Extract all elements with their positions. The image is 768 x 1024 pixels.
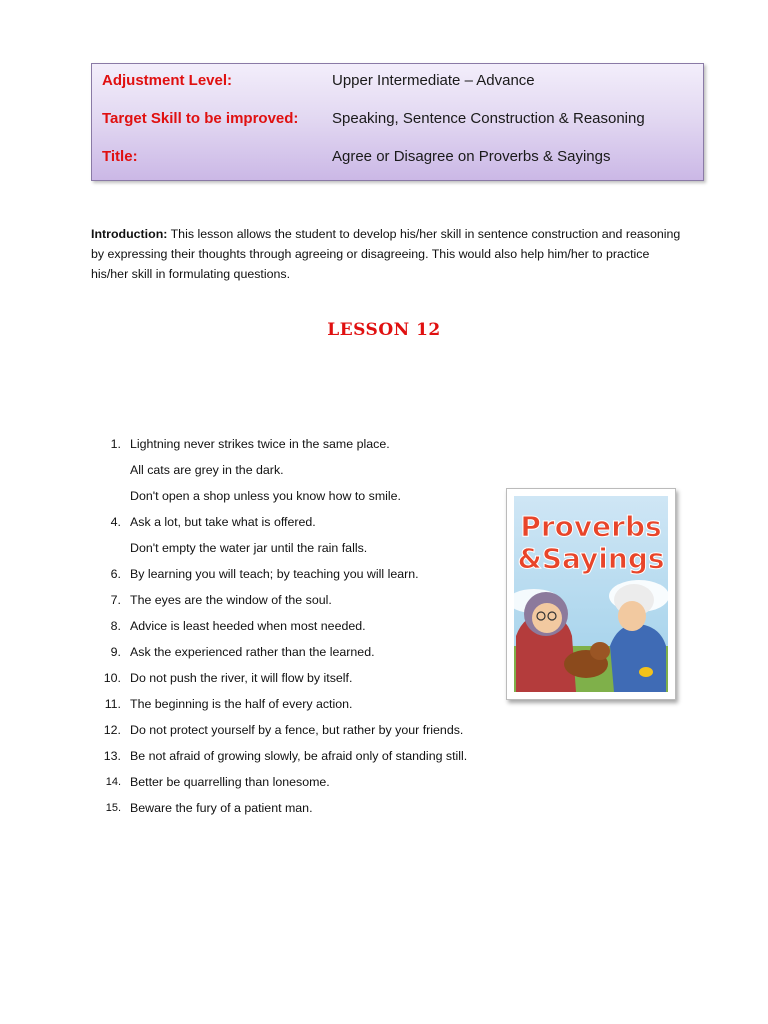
book-title-line1: Proverbs bbox=[520, 510, 662, 543]
item-text: Better be quarrelling than lonesome. bbox=[130, 775, 330, 789]
item-number: 7. bbox=[110, 593, 121, 607]
grandma-right-face bbox=[618, 601, 646, 631]
item-text: Be not afraid of growing slowly, be afraid only of standing still. bbox=[130, 749, 468, 763]
list-item bbox=[95, 668, 515, 694]
item-number: 11. bbox=[104, 697, 121, 711]
lesson-title: LESSON 12 bbox=[327, 320, 441, 340]
bird-figure bbox=[639, 667, 653, 677]
list-item bbox=[95, 642, 515, 668]
item-number: 9. bbox=[110, 645, 121, 659]
grandma-right-body bbox=[610, 624, 666, 692]
adjustment-level-label: Adjustment Level: bbox=[102, 72, 233, 89]
dog-head bbox=[590, 642, 610, 660]
item-number: 13. bbox=[103, 749, 121, 763]
item-text: By learning you will teach; by teaching you will learn. bbox=[130, 567, 419, 581]
list-item bbox=[95, 616, 515, 642]
book-illustration bbox=[514, 496, 668, 692]
item-text: Beware the fury of a patient man. bbox=[130, 801, 313, 815]
item-text: Advice is least heeded when most needed. bbox=[130, 619, 366, 633]
list-item bbox=[95, 772, 515, 798]
book-title-line2: &Sayings bbox=[517, 542, 665, 575]
item-number: 10. bbox=[103, 671, 121, 685]
item-text: The beginning is the half of every action. bbox=[130, 697, 353, 711]
item-text: Lightning never strikes twice in the same place. bbox=[130, 437, 390, 451]
item-text: Ask the experienced rather than the learned. bbox=[130, 645, 375, 659]
target-skill-value: Speaking, Sentence Construction & Reasoning bbox=[332, 110, 645, 127]
item-text: Don't open a shop unless you know how to smile. bbox=[130, 489, 401, 503]
item-number: 4. bbox=[110, 515, 121, 529]
list-item bbox=[95, 746, 515, 772]
item-text: Do not protect yourself by a fence, but rather by your friends. bbox=[130, 723, 464, 737]
item-text: Do not push the river, it will flow by itself. bbox=[130, 671, 353, 685]
title-value: Agree or Disagree on Proverbs & Sayings bbox=[332, 148, 611, 165]
list-item bbox=[95, 512, 515, 538]
list-item bbox=[95, 590, 515, 616]
list-item bbox=[95, 486, 515, 512]
grandma-left-face bbox=[532, 603, 562, 633]
item-number: 1. bbox=[110, 437, 121, 451]
item-text: All cats are grey in the dark. bbox=[130, 463, 284, 477]
list-item bbox=[95, 460, 515, 486]
item-number: 6. bbox=[110, 567, 121, 581]
item-text: The eyes are the window of the soul. bbox=[130, 593, 332, 607]
list-item bbox=[95, 694, 515, 720]
list-item bbox=[95, 538, 515, 564]
list-item bbox=[95, 720, 515, 746]
list-item bbox=[95, 798, 515, 824]
list-item bbox=[95, 564, 515, 590]
introduction-paragraph bbox=[91, 224, 681, 284]
list-item bbox=[95, 434, 515, 460]
introduction-text: This lesson allows the student to develop his/her skill in sentence construction and reasoning by expressing their thoughts through agreeing or disagreeing. This would also help him/her to practice his/her skill in formulating questions. bbox=[91, 227, 681, 281]
item-number: 15. bbox=[105, 802, 121, 814]
target-skill-label: Target Skill to be improved: bbox=[102, 110, 299, 127]
proverbs-book-cover-image bbox=[506, 488, 676, 700]
introduction-label: Introduction: bbox=[91, 227, 168, 241]
item-text: Don't empty the water jar until the rain falls. bbox=[130, 541, 368, 555]
proverbs-list bbox=[95, 434, 515, 824]
item-number: 12. bbox=[103, 723, 121, 737]
item-number: 8. bbox=[110, 619, 121, 633]
lesson-info-box bbox=[91, 63, 704, 181]
item-number: 14. bbox=[105, 776, 121, 788]
item-text: Ask a lot, but take what is offered. bbox=[130, 515, 316, 529]
title-label: Title: bbox=[102, 148, 138, 165]
adjustment-level-value: Upper Intermediate – Advance bbox=[332, 72, 535, 89]
